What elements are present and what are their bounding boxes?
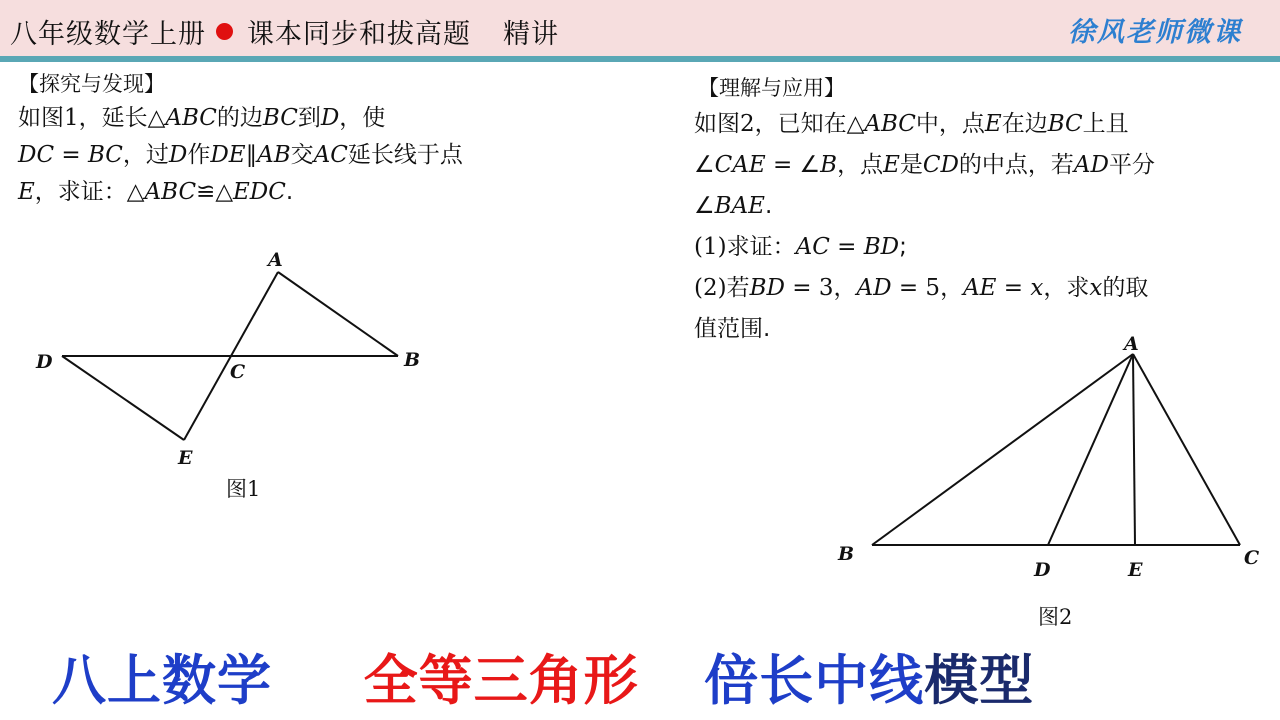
title-suffix: 精讲 — [503, 19, 559, 50]
fig1-label-C: C — [230, 361, 246, 383]
fig1-caption: 图1 — [226, 477, 261, 501]
bottom-banner — [52, 638, 1034, 715]
banner-method: 倍长中线 — [704, 649, 925, 712]
title-topic: 课本同步和拔高题 — [247, 19, 471, 50]
fig1-label-E: E — [178, 447, 193, 469]
left-problem-text: 如图1，延长△ABC的边BC到D，使 DC = BC，过D作DE∥AB交AC延长线于点 E，求证：△ABC≌△EDC. — [18, 105, 463, 205]
banner-grade: 八上数学 — [52, 649, 272, 712]
fig2-label-A: A — [1124, 333, 1139, 355]
right-problem-text: 如图2，已知在△ABC中，点E在边BC上且 ∠CAE = ∠B，点E是CD的中点，若AD平分 ∠BAE. (1)求证：AC = BD; (2)若BD = 3，AD = 5，AE = x，求x的取 值范围. — [694, 111, 1155, 342]
banner-model: 模型 — [924, 649, 1035, 712]
fig2-caption: 图2 — [1038, 605, 1073, 629]
right-section-title: 【理解与应用】 — [698, 76, 845, 100]
segment-AD — [1048, 354, 1133, 545]
brand-logo: 徐风老师微课 — [1068, 17, 1242, 48]
fig1-label-B: B — [404, 349, 421, 371]
banner-topic: 全等三角形 — [363, 649, 639, 712]
fig2-label-E: E — [1128, 559, 1143, 581]
segment-AB — [872, 354, 1133, 545]
fig2-label-C: C — [1244, 547, 1260, 569]
segment-AC — [1133, 354, 1240, 545]
left-section-title: 【探究与发现】 — [18, 72, 165, 96]
fig1-label-A: A — [268, 249, 283, 271]
segment-AE — [1133, 354, 1135, 545]
fig2-label-B: B — [838, 543, 855, 565]
title-grade: 八年级数学上册 — [10, 19, 206, 50]
fig2-label-D: D — [1034, 559, 1051, 581]
fig1-label-D: D — [36, 351, 53, 373]
